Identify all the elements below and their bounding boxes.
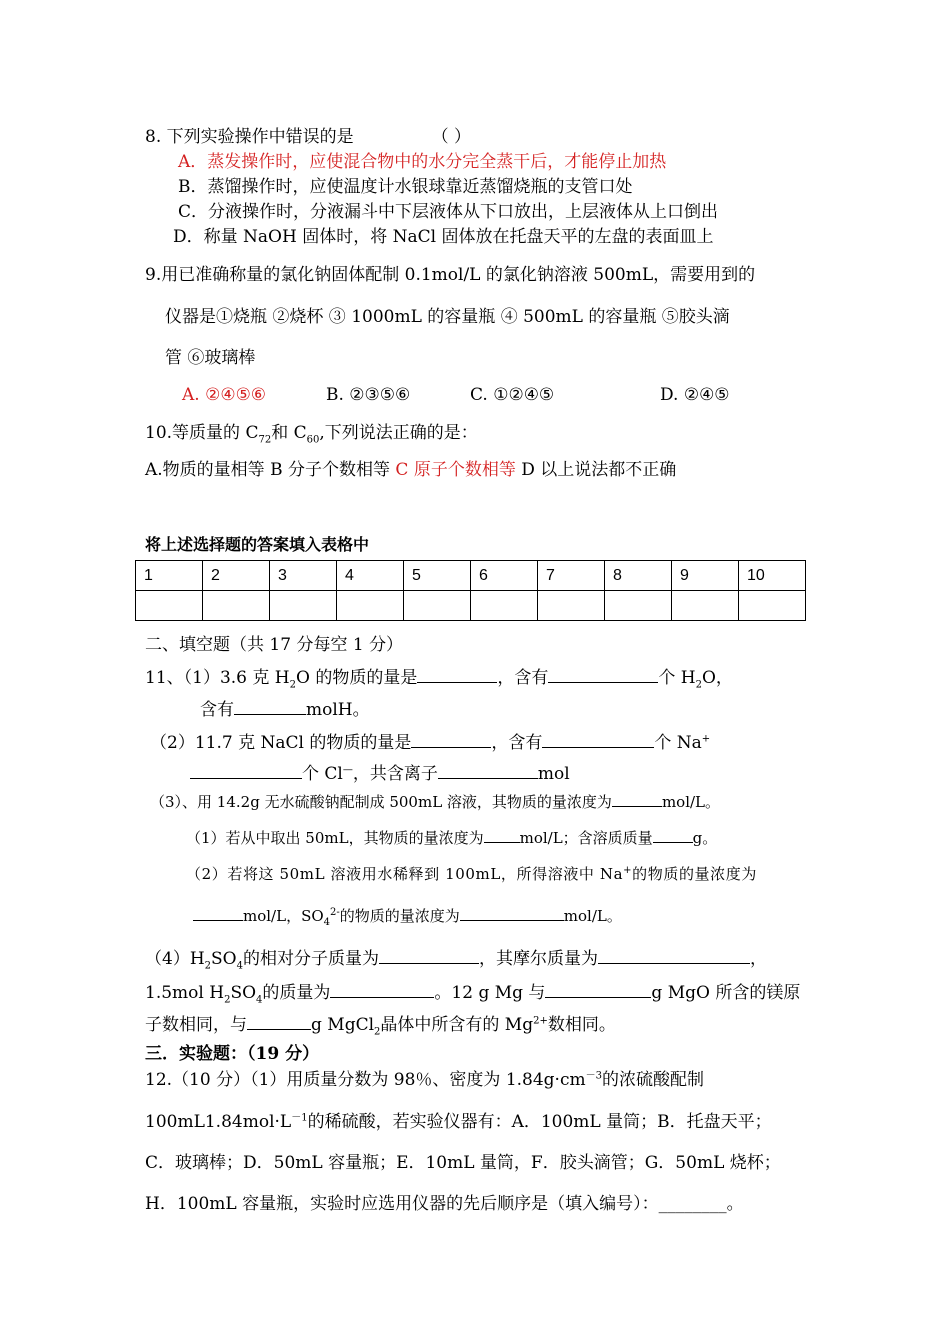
q12-line-2: $100mL1.84mol\cdot L^{-1}$的稀硫酸，若实验仪器有：A．100mL 量筒；B．托盘天平； — [145, 1112, 772, 1132]
answer-blank[interactable] — [460, 904, 564, 921]
answer-input-cell[interactable] — [672, 591, 739, 621]
answer-input-cell[interactable] — [404, 591, 471, 621]
q10-stem: 10.等质量的 $C_{72}$和 $C_{60}$,下列说法正确的是： — [145, 423, 478, 446]
answer-blank[interactable] — [379, 947, 479, 964]
q9-line-2: 仪器是①烧瓶 ②烧杯 ③ 1000mL 的容量瓶 ④ 500mL 的容量瓶 ⑤胶头滴 — [165, 307, 730, 327]
q9-option-d: D. ②④⑤ — [660, 385, 730, 405]
answer-header-cell: 10 — [739, 561, 806, 591]
answer-input-cell[interactable] — [203, 591, 270, 621]
q11-2-line-1: （2）11.7 克 NaCl 的物质的量是 ，含有 个 Na+ — [150, 733, 711, 753]
q9-option-b: B. ②③⑤⑥ — [326, 385, 411, 405]
answer-blank[interactable] — [190, 762, 302, 779]
q10-option-b: B 分子个数相等 — [270, 460, 396, 480]
q11-1-line-2: 含有 molH。 — [200, 700, 370, 720]
answer-blank[interactable] — [653, 826, 693, 843]
answer-input-cell[interactable] — [337, 591, 404, 621]
answer-input-cell[interactable] — [739, 591, 806, 621]
q8-stem: 8. 下列实验操作中错误的是 （ ） — [145, 127, 472, 147]
answer-header-cell: 9 — [672, 561, 739, 591]
answer-blank[interactable] — [438, 762, 538, 779]
answer-header-cell: 1 — [136, 561, 203, 591]
q11-1-line-1: 11、（1）3.6 克 $H_2O$ 的物质的量是 ，含有 个 $H_2O$， — [145, 668, 733, 691]
q10-options — [145, 459, 676, 481]
q12-line-4: H．100mL 容量瓶，实验时应选用仪器的先后顺序是（填入编号）：________。 — [145, 1194, 744, 1214]
answer-table-header-row — [136, 561, 806, 591]
q11-4-line-2: 1.5mol $H_2SO_4$的质量为 。12 g Mg 与 g MgO 所含的镁原 — [145, 983, 801, 1006]
q9-option-c: C. ①②④⑤ — [470, 385, 555, 405]
answer-blank[interactable] — [484, 826, 520, 843]
answer-blank[interactable] — [542, 731, 654, 748]
answer-blank[interactable] — [545, 981, 651, 998]
answer-blank[interactable] — [234, 698, 306, 715]
q8-option-b: B．蒸馏操作时，应使温度计水银球靠近蒸馏烧瓶的支管口处 — [178, 177, 633, 197]
answer-blank[interactable] — [417, 666, 497, 683]
answer-input-cell[interactable] — [538, 591, 605, 621]
answer-header-cell: 5 — [404, 561, 471, 591]
q8-option-c: C．分液操作时，分液漏斗中下层液体从下口放出，上层液体从上口倒出 — [178, 202, 719, 222]
q11-4-line-3: 子数相同，与 g MgCl$_2$晶体中所含有的 $Mg^{2+}$数相同。 — [145, 1015, 616, 1038]
q11-3-line: （3）、用 14.2g 无水硫酸钠配制成 500mL 溶液，其物质的量浓度为 mol/L。 — [150, 790, 720, 813]
q12-line-3: C．玻璃棒；D．50mL 容量瓶；E．10mL 量筒，F．胶头滴管；G．50mL 烧杯； — [145, 1153, 781, 1173]
q11-3-2-line-1: （2）若将这 50mL 溶液用水稀释到 100mL，所得溶液中 Na+的物质的量浓度为 — [186, 865, 757, 883]
q11-3-2-line-2: mol/L，$SO_4^{2-}$的物质的量浓度为 mol/L。 — [193, 904, 622, 927]
q9-option-a: A. ②④⑤⑥ — [182, 385, 267, 405]
answer-blank[interactable]: ________。 — [658, 1194, 744, 1214]
section-3-title: 三．实验题：（19 分） — [145, 1044, 320, 1064]
q11-3-1-line: （1）若从中取出 50mL，其物质的量浓度为 mol/L；含溶质质量 g。 — [186, 826, 717, 849]
q8-option-a: A．蒸发操作时，应使混合物中的水分完全蒸干后，才能停止加热 — [178, 152, 667, 172]
answer-input-cell[interactable] — [605, 591, 672, 621]
q10-option-c: C 原子个数相等 — [395, 460, 522, 480]
section-2-title: 二、填空题（共 17 分每空 1 分） — [145, 635, 404, 655]
q8-option-d: D．称量 NaOH 固体时，将 NaCl 固体放在托盘天平的左盘的表面皿上 — [173, 227, 714, 247]
answer-input-cell[interactable] — [136, 591, 203, 621]
q10-option-a: A.物质的量相等 — [145, 460, 271, 480]
answer-table-input-row — [136, 591, 806, 621]
q12-line-1: 12.（10 分）（1）用质量分数为 98％、密度为 $1.84g\cdot cm^{-3}$的浓硫酸配制 — [145, 1070, 704, 1090]
q9-line-1: 9.用已准确称量的氯化钠固体配制 0.1mol/L 的氯化钠溶液 500mL，需要用到的 — [145, 265, 756, 285]
q11-4-line-1: $(4)H_2SO_4$的相对分子质量为 ，其摩尔质量为 ， — [145, 949, 767, 972]
answer-blank[interactable] — [548, 666, 658, 683]
q11-2-line-2: 个 Cl—，共含离子 mol — [190, 762, 570, 785]
answer-blank[interactable] — [612, 790, 662, 807]
answer-input-cell[interactable] — [471, 591, 538, 621]
answer-header-cell: 2 — [203, 561, 270, 591]
q9-line-3: 管 ⑥玻璃棒 — [165, 348, 256, 368]
answer-header-cell: 4 — [337, 561, 404, 591]
answer-blank[interactable] — [247, 1013, 311, 1030]
answer-header-cell: 8 — [605, 561, 672, 591]
answer-header-cell: 3 — [270, 561, 337, 591]
answer-header-cell: 6 — [471, 561, 538, 591]
answer-input-cell[interactable] — [270, 591, 337, 621]
q10-option-d: D 以上说法都不正确 — [521, 460, 677, 480]
answer-blank[interactable] — [193, 904, 243, 921]
answer-table — [135, 560, 806, 621]
answer-blank[interactable] — [598, 947, 750, 964]
answer-header-cell: 7 — [538, 561, 605, 591]
answer-blank[interactable] — [330, 981, 434, 998]
answer-table-title: 将上述选择题的答案填入表格中 — [145, 537, 370, 554]
answer-blank[interactable] — [411, 731, 491, 748]
